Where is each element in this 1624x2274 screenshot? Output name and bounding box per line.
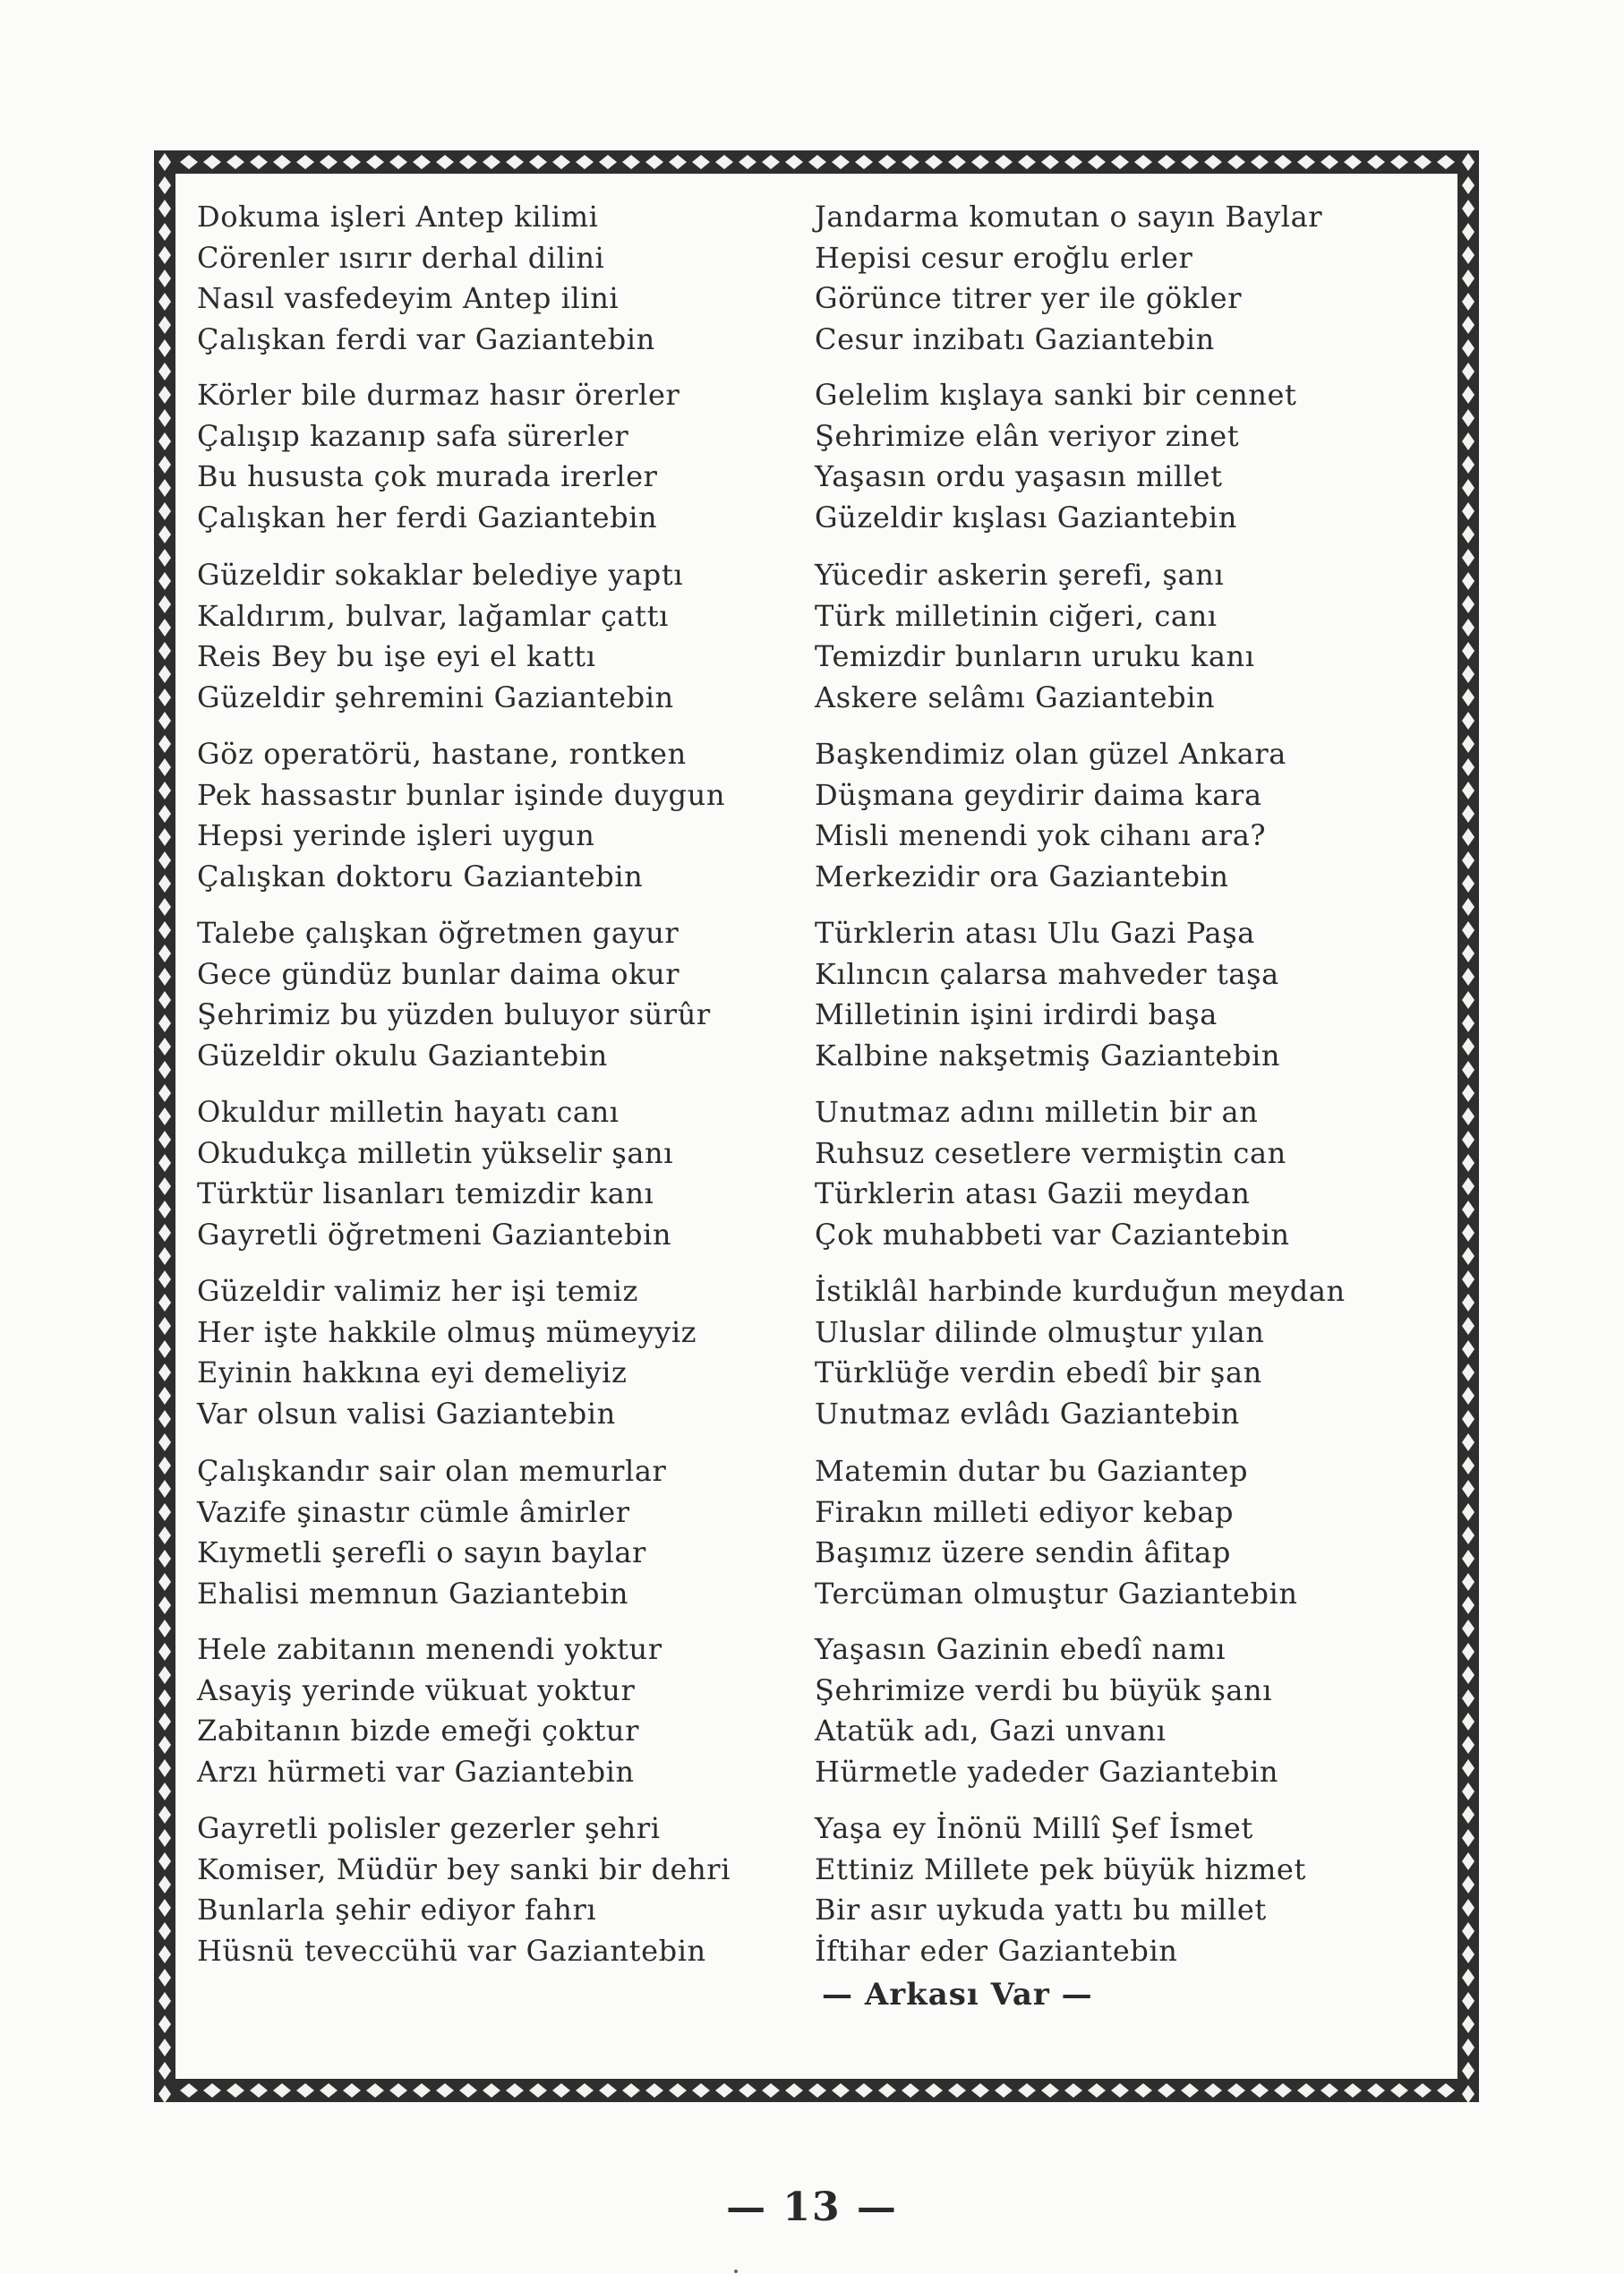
verse-line: Güzeldir okulu Gaziantebin bbox=[197, 1038, 608, 1073]
stanza bbox=[197, 197, 770, 360]
stanza bbox=[815, 734, 1388, 897]
verse-line: Güzeldir kışlası Gaziantebin bbox=[815, 500, 1237, 534]
verse-line: Yücedir askerin şerefi, şanı bbox=[815, 558, 1225, 592]
verse-line: Güzeldir sokaklar belediye yaptı bbox=[197, 558, 684, 592]
verse-line: Çalışıp kazanıp safa sürerler bbox=[197, 418, 629, 453]
verse-line: Bu hususta çok murada irerler bbox=[197, 459, 658, 493]
verse-line: Milletinin işini irdirdi başa bbox=[815, 997, 1218, 1031]
verse-line: Göz operatörü, hastane, rontken bbox=[197, 737, 687, 771]
verse-line: Çalışkan her ferdi Gaziantebin bbox=[197, 500, 658, 534]
verse-line: Türk milletinin ciğeri, canı bbox=[815, 598, 1218, 633]
stanza bbox=[197, 1271, 770, 1434]
verse-line: Atatük adı, Gazi unvanı bbox=[815, 1714, 1167, 1748]
verse-line: Yaşa ey İnönü Millî Şef İsmet bbox=[815, 1811, 1253, 1845]
stanza bbox=[197, 375, 770, 538]
verse-line: Her işte hakkile olmuş mümeyyiz bbox=[197, 1314, 697, 1349]
verse-line: Ehalisi memnun Gaziantebin bbox=[197, 1576, 629, 1611]
verse-line: Güzeldir valimiz her işi temiz bbox=[197, 1274, 638, 1308]
stanza bbox=[815, 555, 1388, 718]
scan-speck bbox=[734, 2270, 738, 2273]
verse-line: Türklerin atası Ulu Gazi Paşa bbox=[815, 916, 1255, 950]
verse-line: Bunlarla şehir ediyor fahrı bbox=[197, 1893, 597, 1927]
verse-line: Askere selâmı Gaziantebin bbox=[815, 680, 1216, 714]
verse-line: Kılıncın çalarsa mahveder taşa bbox=[815, 956, 1279, 991]
border-left-ornament bbox=[154, 150, 175, 2102]
verse-line: Zabitanın bizde emeği çoktur bbox=[197, 1714, 640, 1748]
verse-line: Nasıl vasfedeyim Antep ilini bbox=[197, 281, 620, 315]
verse-line: Ruhsuz cesetlere vermiştin can bbox=[815, 1135, 1286, 1170]
verse-line: Gelelim kışlaya sanki bir cennet bbox=[815, 378, 1297, 412]
verse-line: Misli menendi yok cihanı ara? bbox=[815, 818, 1267, 852]
verse-line: Pek hassastır bunlar işinde duygun bbox=[197, 777, 726, 812]
verse-line: Şehrimiz bu yüzden buluyor sürûr bbox=[197, 997, 711, 1031]
stanza bbox=[815, 1808, 1388, 1971]
verse-line: Merkezidir ora Gaziantebin bbox=[815, 859, 1229, 893]
stanza bbox=[197, 555, 770, 718]
border-top-ornament bbox=[154, 150, 1479, 174]
verse-line: Görünce titrer yer ile gökler bbox=[815, 281, 1243, 315]
verse-line: Eyinin hakkına eyi demeliyiz bbox=[197, 1355, 628, 1389]
page-number: — 13 — bbox=[726, 2184, 898, 2230]
verse-line: Çalışkan ferdi var Gaziantebin bbox=[197, 321, 655, 356]
verse-line: Asayiş yerinde vükuat yoktur bbox=[197, 1672, 636, 1707]
verse-line: Gece gündüz bunlar daima okur bbox=[197, 956, 680, 991]
verse-line: Kıymetli şerefli o sayın baylar bbox=[197, 1535, 646, 1569]
verse-line: Bir asır uykuda yattı bu millet bbox=[815, 1893, 1267, 1927]
continued-note: — Arkası Var — bbox=[822, 1977, 1093, 2013]
verse-line: Hele zabitanın menendi yoktur bbox=[197, 1632, 662, 1666]
verse-line: Vazife şinastır cümle âmirler bbox=[197, 1494, 630, 1529]
verse-line: Kalbine nakşetmiş Gaziantebin bbox=[815, 1038, 1281, 1073]
stanza bbox=[815, 1271, 1388, 1434]
verse-line: Firakın milleti ediyor kebap bbox=[815, 1494, 1235, 1529]
verse-line: Gayretli öğretmeni Gaziantebin bbox=[197, 1217, 672, 1252]
verse-line: Çalışkandır sair olan memurlar bbox=[197, 1454, 667, 1488]
verse-line: Talebe çalışkan öğretmen gayur bbox=[197, 916, 680, 950]
verse-line: Tercüman olmuştur Gaziantebin bbox=[815, 1576, 1298, 1611]
verse-line: Hürmetle yadeder Gaziantebin bbox=[815, 1754, 1279, 1789]
verse-line: Okudukça milletin yükselir şanı bbox=[197, 1135, 674, 1170]
stanza bbox=[815, 197, 1388, 360]
stanza bbox=[815, 375, 1388, 538]
verse-line: Okuldur milletin hayatı canı bbox=[197, 1095, 620, 1129]
verse-line: Başımız üzere sendin âfitap bbox=[815, 1535, 1231, 1569]
stanza bbox=[197, 1451, 770, 1614]
border-bottom-ornament bbox=[154, 2079, 1479, 2102]
stanza bbox=[197, 1092, 770, 1255]
verse-line: Güzeldir şehremini Gaziantebin bbox=[197, 680, 674, 714]
verse-line: Dokuma işleri Antep kilimi bbox=[197, 200, 599, 234]
stanza bbox=[815, 1451, 1388, 1614]
verse-line: Cesur inzibatı Gaziantebin bbox=[815, 321, 1215, 356]
verse-line: Kaldırım, bulvar, lağamlar çattı bbox=[197, 598, 669, 633]
stanza bbox=[197, 1629, 770, 1792]
stanza bbox=[815, 913, 1388, 1076]
verse-line: Gayretli polisler gezerler şehri bbox=[197, 1811, 661, 1845]
verse-line: Ettiniz Millete pek büyük hizmet bbox=[815, 1851, 1306, 1886]
verse-line: Çalışkan doktoru Gaziantebin bbox=[197, 859, 644, 893]
verse-line: Jandarma komutan o sayın Baylar bbox=[815, 200, 1323, 234]
verse-line: İftihar eder Gaziantebin bbox=[815, 1933, 1178, 1968]
verse-line: Var olsun valisi Gaziantebin bbox=[197, 1396, 616, 1431]
verse-line: Düşmana geydirir daima kara bbox=[815, 777, 1262, 812]
verse-line: Hepsi yerinde işleri uygun bbox=[197, 818, 595, 852]
ornamental-border-frame bbox=[154, 150, 1479, 2102]
verse-line: Şehrimize elân veriyor zinet bbox=[815, 418, 1240, 453]
verse-line: Başkendimiz olan güzel Ankara bbox=[815, 737, 1286, 771]
verse-line: Körler bile durmaz hasır örerler bbox=[197, 378, 680, 412]
verse-line: Çok muhabbeti var Caziantebin bbox=[815, 1217, 1290, 1252]
border-right-ornament bbox=[1457, 150, 1479, 2102]
verse-line: Türklerin atası Gazii meydan bbox=[815, 1176, 1251, 1210]
verse-line: Temizdir bunların uruku kanı bbox=[815, 639, 1255, 673]
verse-line: Komiser, Müdür bey sanki bir dehri bbox=[197, 1851, 731, 1886]
verse-line: Hüsnü teveccühü var Gaziantebin bbox=[197, 1933, 706, 1968]
stanza bbox=[197, 1808, 770, 1971]
verse-line: İstiklâl harbinde kurduğun meydan bbox=[815, 1274, 1346, 1308]
verse-line: Unutmaz adını milletin bir an bbox=[815, 1095, 1259, 1129]
verse-line: Unutmaz evlâdı Gaziantebin bbox=[815, 1396, 1240, 1431]
stanza bbox=[197, 734, 770, 897]
verse-line: Cörenler ısırır derhal dilini bbox=[197, 240, 605, 275]
stanza bbox=[815, 1629, 1388, 1792]
verse-line: Matemin dutar bu Gaziantep bbox=[815, 1454, 1249, 1488]
verse-line: Türklüğe verdin ebedî bir şan bbox=[815, 1355, 1262, 1389]
verse-line: Yaşasın ordu yaşasın millet bbox=[815, 459, 1223, 493]
stanza bbox=[197, 913, 770, 1076]
verse-line: Yaşasın Gazinin ebedî namı bbox=[815, 1632, 1227, 1666]
verse-line: Türktür lisanları temizdir kanı bbox=[197, 1176, 654, 1210]
verse-line: Hepisi cesur eroğlu erler bbox=[815, 240, 1193, 275]
verse-line: Arzı hürmeti var Gaziantebin bbox=[197, 1754, 635, 1789]
stanza bbox=[815, 1092, 1388, 1255]
verse-line: Şehrimize verdi bu büyük şanı bbox=[815, 1672, 1273, 1707]
verse-line: Reis Bey bu işe eyi el kattı bbox=[197, 639, 596, 673]
verse-line: Uluslar dilinde olmuştur yılan bbox=[815, 1314, 1265, 1349]
poem-content bbox=[197, 197, 1436, 2056]
